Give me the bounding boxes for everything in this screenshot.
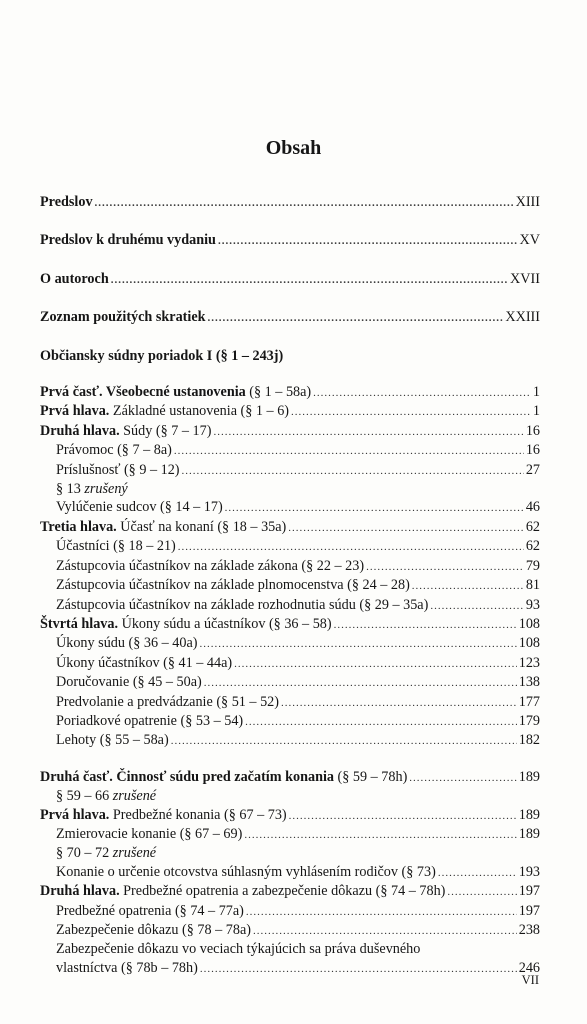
toc-entry-predslov[interactable]: Predslov ..... XIII xyxy=(40,193,540,212)
toc-entry[interactable]: Poriadkové opatrenie (§ 53 – 54) ..... 179 xyxy=(40,712,540,731)
section-heading: Občiansky súdny poriadok I (§ 1 – 243j) xyxy=(40,347,284,364)
toc-entry[interactable]: § 59 – 66 zrušené xyxy=(56,788,157,805)
toc-entry-o-autoroch[interactable]: O autoroch ..... XVII xyxy=(40,270,540,289)
toc-entry-zoznam-skratiek[interactable]: Zoznam použitých skratiek ..... XXIII xyxy=(40,308,540,327)
table-of-contents xyxy=(40,193,540,978)
toc-entry-predslov-k-druhemu-vydaniu[interactable]: Predslov k druhému vydaniu ..... XV xyxy=(40,231,540,250)
toc-chapter[interactable]: Prvá hlava. Predbežné konania (§ 67 – 73) ..... 189 xyxy=(40,806,540,825)
toc-entry[interactable]: Konanie o určenie otcovstva súhlasným vyhlásením rodičov (§ 73) ..... 193 xyxy=(40,863,540,882)
toc-entry[interactable]: Zástupcovia účastníkov na základe plnomocenstva (§ 24 – 28) ..... 81 xyxy=(40,576,540,595)
toc-entry-dusevne-vlastnictvo-line1[interactable]: Zabezpečenie dôkazu vo veciach týkajúcich sa práva duševného xyxy=(56,941,421,958)
part-1-entries xyxy=(40,402,540,750)
page-number: VII xyxy=(521,973,539,987)
toc-entry[interactable]: Príslušnosť (§ 9 – 12) ..... 27 xyxy=(40,461,540,480)
toc-entry[interactable]: Predbežné opatrenia (§ 74 – 77a) ..... 197 xyxy=(40,902,540,921)
toc-entry[interactable]: Zabezpečenie dôkazu (§ 78 – 78a) ..... 238 xyxy=(40,921,540,940)
toc-chapter[interactable]: Prvá hlava. Základné ustanovenia (§ 1 – 6) ..... 1 xyxy=(40,402,540,421)
toc-entry[interactable]: Úkony súdu (§ 36 – 40a) ..... 108 xyxy=(40,634,540,653)
toc-chapter[interactable]: Tretia hlava. Účasť na konaní (§ 18 – 35a) ..... 62 xyxy=(40,518,540,537)
toc-chapter[interactable]: Druhá hlava. Predbežné opatrenia a zabezpečenie dôkazu (§ 74 – 78h) ..... 197 xyxy=(40,882,540,901)
toc-part-2[interactable]: Druhá časť. Činnosť súdu pred začatím konania (§ 59 – 78h) ..... 189 xyxy=(40,768,540,787)
toc-entry[interactable]: Vylúčenie sudcov (§ 14 – 17) ..... 46 xyxy=(40,498,540,517)
page-title: Obsah xyxy=(265,137,322,159)
toc-chapter[interactable]: Druhá hlava. Súdy (§ 7 – 17) ..... 16 xyxy=(40,422,540,441)
toc-entry[interactable]: Doručovanie (§ 45 – 50a) ..... 138 xyxy=(40,673,540,692)
toc-entry[interactable]: Zmierovacie konanie (§ 67 – 69) ..... 189 xyxy=(40,825,540,844)
toc-entry[interactable]: § 13 zrušený xyxy=(56,481,128,498)
toc-entry[interactable]: Úkony účastníkov (§ 41 – 44a) ..... 123 xyxy=(40,654,540,673)
toc-entry[interactable]: Právomoc (§ 7 – 8a) ..... 16 xyxy=(40,441,540,460)
toc-entry[interactable]: § 70 – 72 zrušené xyxy=(56,845,157,862)
toc-entry[interactable]: Predvolanie a predvádzanie (§ 51 – 52) ..... 177 xyxy=(40,693,540,712)
toc-entry[interactable]: Účastníci (§ 18 – 21) ..... 62 xyxy=(40,537,540,556)
toc-entry[interactable]: Zástupcovia účastníkov na základe rozhodnutia súdu (§ 29 – 35a) ..... 93 xyxy=(40,596,540,615)
toc-part-1[interactable]: Prvá časť. Všeobecné ustanovenia (§ 1 – 58a) ..... 1 xyxy=(40,383,540,402)
toc-entry-dusevne-vlastnictvo[interactable]: vlastníctva (§ 78b – 78h) ..... 246 xyxy=(40,959,540,978)
part-2-entries xyxy=(40,787,540,940)
toc-chapter[interactable]: Štvrtá hlava. Úkony súdu a účastníkov (§ 36 – 58) ..... 108 xyxy=(40,615,540,634)
toc-entry[interactable]: Zástupcovia účastníkov na základe zákona (§ 22 – 23) ..... 79 xyxy=(40,557,540,576)
toc-entry[interactable]: Lehoty (§ 55 – 58a) ..... 182 xyxy=(40,731,540,750)
